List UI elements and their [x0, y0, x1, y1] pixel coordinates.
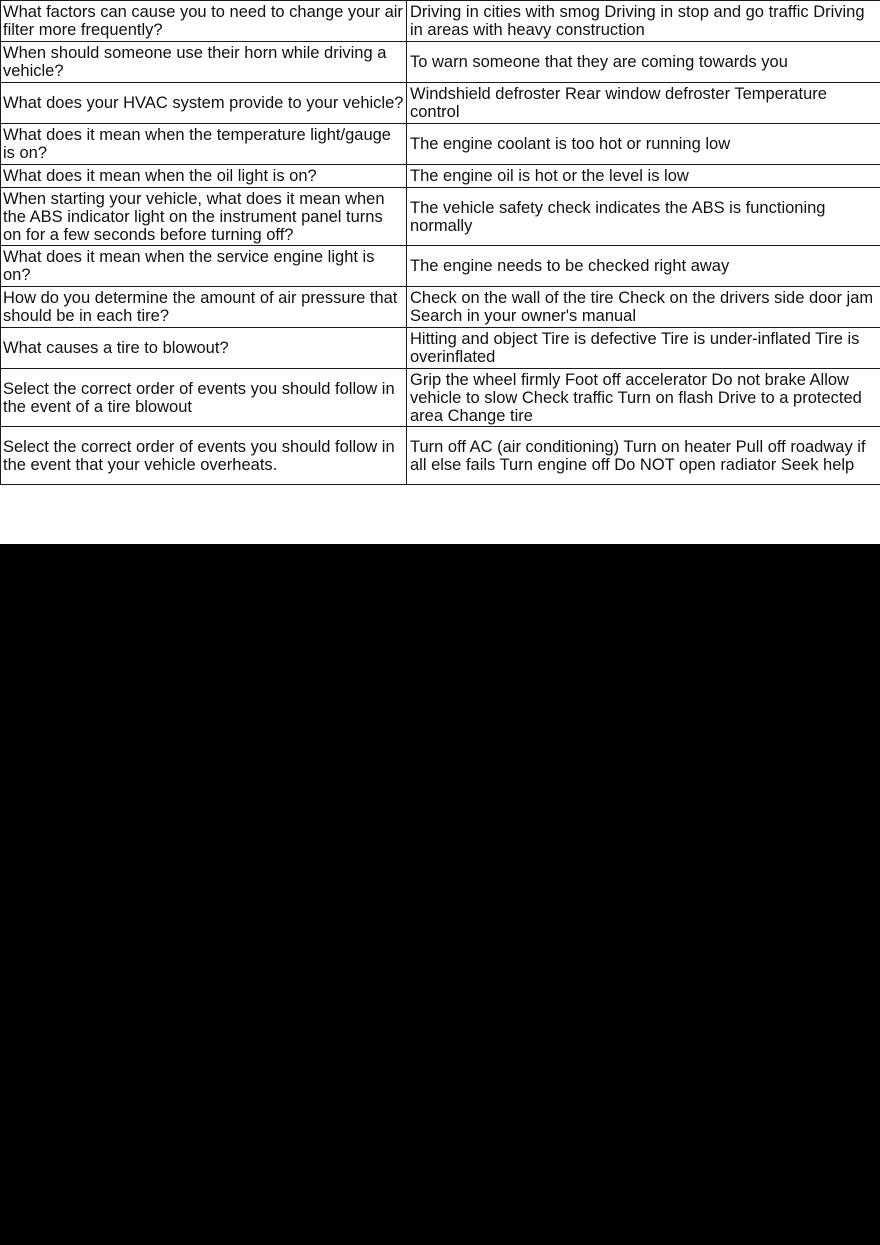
question-cell: When should someone use their horn while driving a vehicle? — [1, 42, 407, 83]
table-row — [1, 427, 880, 485]
answer-cell: The engine coolant is too hot or running low — [407, 124, 880, 165]
table-row — [1, 328, 880, 369]
question-cell: What does it mean when the service engine light is on? — [1, 246, 407, 287]
answer-cell: Check on the wall of the tire Check on the drivers side door jam Search in your owner's manual — [407, 287, 880, 328]
table-row — [1, 188, 880, 246]
table-row — [1, 246, 880, 287]
table-row — [1, 124, 880, 165]
answer-cell: Windshield defroster Rear window defroster Temperature control — [407, 83, 880, 124]
answer-cell: Grip the wheel firmly Foot off accelerator Do not brake Allow vehicle to slow Check traffic Turn on flash Drive to a protected area Change tire — [407, 369, 880, 427]
answer-cell: To warn someone that they are coming towards you — [407, 42, 880, 83]
table-row — [1, 1, 880, 42]
answer-cell: The engine oil is hot or the level is low — [407, 165, 880, 188]
table-row — [1, 287, 880, 328]
question-cell: What does it mean when the temperature light/gauge is on? — [1, 124, 407, 165]
question-cell: Select the correct order of events you should follow in the event of a tire blowout — [1, 369, 407, 427]
table-row — [1, 165, 880, 188]
question-cell: How do you determine the amount of air pressure that should be in each tire? — [1, 287, 407, 328]
question-cell: What does it mean when the oil light is on? — [1, 165, 407, 188]
document-page — [0, 0, 880, 544]
answer-cell: The engine needs to be checked right away — [407, 246, 880, 287]
question-cell: What does your HVAC system provide to your vehicle? — [1, 83, 407, 124]
table-row — [1, 42, 880, 83]
question-cell: When starting your vehicle, what does it mean when the ABS indicator light on the instrument panel turns on for a few seconds before turning off? — [1, 188, 407, 246]
answer-cell: Driving in cities with smog Driving in stop and go traffic Driving in areas with heavy construction — [407, 1, 880, 42]
question-cell: What causes a tire to blowout? — [1, 328, 407, 369]
answer-cell: Turn off AC (air conditioning) Turn on heater Pull off roadway if all else fails Turn engine off Do NOT open radiator Seek help — [407, 427, 880, 485]
table-row — [1, 83, 880, 124]
answer-cell: The vehicle safety check indicates the ABS is functioning normally — [407, 188, 880, 246]
answer-cell: Hitting and object Tire is defective Tire is under-inflated Tire is overinflated — [407, 328, 880, 369]
question-cell: What factors can cause you to need to change your air filter more frequently? — [1, 1, 407, 42]
question-cell: Select the correct order of events you should follow in the event that your vehicle overheats. — [1, 427, 407, 485]
table-row — [1, 369, 880, 427]
flashcard-table — [0, 0, 880, 485]
